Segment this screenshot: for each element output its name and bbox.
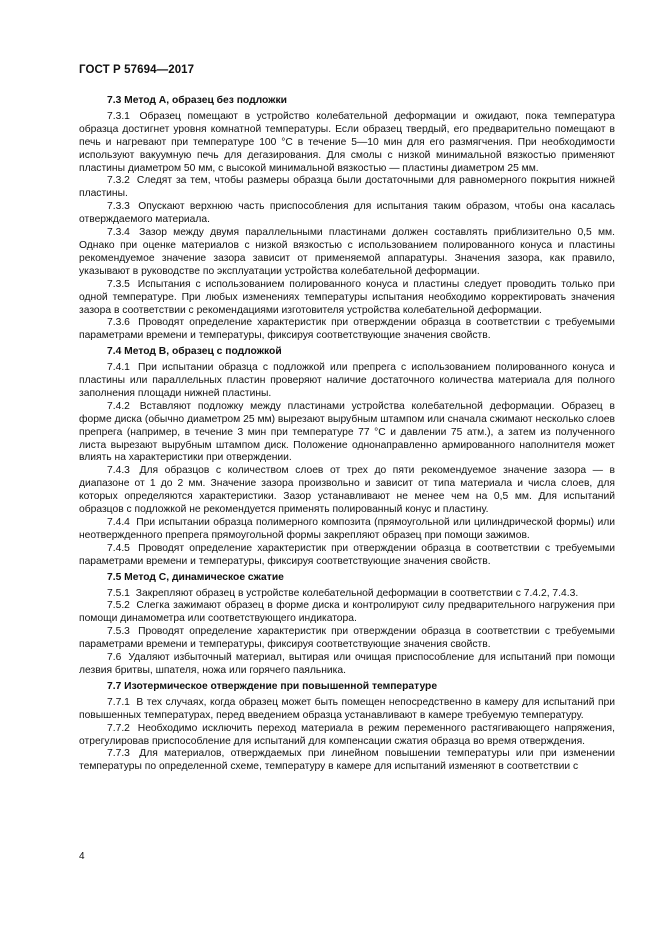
clause-paragraph: [79, 362, 615, 401]
clause-number: 7.3.5: [107, 278, 130, 290]
clause-paragraph: [79, 401, 615, 466]
clause-text: Для материалов, отверждаемых при линейном повышении температуры или при изменении температуры по определенной схеме, температуру в камере для испытаний изменяют в соответствии с: [79, 748, 615, 773]
clause-paragraph: [79, 279, 615, 318]
clause-paragraph: [79, 652, 615, 678]
clause-paragraph: [79, 317, 615, 343]
clause-paragraph: [79, 111, 615, 176]
section-heading: 7.4 Метод В, образец с подложкой: [107, 346, 282, 358]
section-heading: 7.7 Изотермическое отверждение при повышенной температуре: [107, 680, 438, 692]
clause-text: Необходимо исключить переход материала в режим переменного растягивающего напряжения, отрегулировав приспособление для испытаний для компенсации сжатия образца во время отверждения.: [79, 722, 615, 747]
clause-number: 7.6: [107, 652, 122, 664]
clause-number: 7.4.4: [107, 517, 130, 528]
clause-paragraph: [79, 543, 615, 569]
clause-number: 7.4.5: [107, 542, 130, 554]
clause-text: Проводят определение характеристик при отверждении образца в соответствии с требуемыми параметрами времени и температуры, фиксируя соответствующие значения свойств.: [79, 626, 615, 651]
clause-text: При испытании образца полимерного композита (прямоугольной или цилиндрической формы) или неотвержденного препрега прямоугольной формы закрепляют образец при помощи зажимов.: [79, 517, 615, 541]
clause-text: Проводят определение характеристик при отверждении образца в соответствии с требуемыми параметрами времени и температуры, фиксируя соответствующие значения свойств.: [79, 542, 615, 567]
clause-number: 7.3.1: [107, 110, 130, 122]
clause-text: Следят за тем, чтобы размеры образца были достаточными для равномерного покрытия нижней пластины.: [79, 175, 615, 200]
clause-number: 7.7.3: [107, 748, 130, 760]
clause-paragraph: [79, 626, 615, 652]
clause-text: Зазор между двумя параллельными пластинами должен составлять приблизительно 0,5 мм. Однако при оценке материалов с низкой вязкостью с использованием полированного конуса и пластины рекомендуемое значение зазора зависит от применяемой аппаратуры. Значения зазора, как правило, указывают в руководстве по эксплуатации устройства колебательной деформации.: [79, 227, 615, 277]
clause-text: Опускают верхнюю часть приспособления для испытания таким образом, чтобы она касалась отверждаемого материала.: [79, 201, 615, 226]
clause-text: При испытании образца с подложкой или препрега с использованием полированного конуса и пластины или параллельных пластин проверяют наличие достаточного количества материала для полного заполнения площади нижней пластины.: [79, 362, 615, 399]
clause-paragraph: [79, 175, 615, 201]
clause-text: Слегка зажимают образец в форме диска и контролируют силу предварительного нагружения при помощи динамометра или соответствующего индикатора.: [79, 600, 615, 625]
clause-number: 7.5.3: [107, 626, 130, 638]
clause-text: Проводят определение характеристик при отверждении образца в соответствии с требуемыми параметрами времени и температуры, фиксируя соответствующие значения свойств.: [79, 317, 615, 342]
clause-number: 7.5.2: [107, 600, 130, 612]
clause-paragraph: [79, 748, 615, 774]
clause-text: Вставляют подложку между пластинами устройства колебательной деформации. Образец в форме диска (обычно диаметром 25 мм) вырезают вырубным штампом или сначала сжимают несколько слоев препрега (например, в течение 3 мин при температуре 77 °С и давлении 75 атм.), а затем из полученного листа вырезают вырубным штампом диск. Положение однонаправленно армированного наполнителя может влиять на характеристики при отверждении.: [79, 400, 615, 464]
section-heading: 7.5 Метод С, динамическое сжатие: [107, 571, 284, 583]
clause-text: Для образцов с количеством слоев от трех до пяти рекомендуемое значение зазора — в диапазоне от 1 до 2 мм. Значение зазора произвольно и зависит от типа материала и числа слоев, для которых определяются характеристики. Зазор устанавливают не менее чем на 0,5 мм. Для испытаний образцов с подложкой не рекомендуется применять полированный конус и пластину.: [79, 465, 615, 516]
clause-number: 7.5.1: [107, 587, 130, 599]
clause-number: 7.3.6: [107, 317, 130, 329]
standard-header: ГОСТ Р 57694—2017: [79, 64, 195, 76]
clause-text: Образец помещают в устройство колебательной деформации и ожидают, пока температура образца достигнет уровня комнатной температуры. Если образец твердый, его предварительно помещают в печь и нагревают при температуре 100 °С в течение 5—10 мин для его размягчения. При необходимости используют вакуумную печь для дегазирования. Для смолы с низкой минимальной вязкостью применяют пластины диаметром 50 мм, с высокой минимальной вязкостью — пластины диаметром 25 мм.: [79, 110, 615, 174]
clause-number: 7.7.2: [107, 722, 130, 734]
clause-text: Удаляют избыточный материал, вытирая или очищая приспособление для испытаний при помощи лезвия бритвы, шпателя, ножа или горячего паяльника.: [79, 652, 615, 676]
clause-paragraph: [79, 517, 615, 543]
clause-paragraph: [79, 201, 615, 227]
clause-paragraph: [79, 227, 615, 279]
page-number: 4: [79, 851, 85, 862]
clause-number: 7.7.1: [107, 696, 130, 708]
clause-text: Испытания с использованием полированного конуса и пластины следует проводить только при одной температуре. При любых изменениях температуры испытания необходимо корректировать значения зазора в соответствии с рекомендациями изготовителя устройства колебательной деформации.: [79, 278, 615, 316]
clause-text: Закрепляют образец в устройстве колебательной деформации в соответствии с 7.4.2, 7.4.3.: [135, 587, 579, 599]
clause-paragraph: [79, 465, 615, 517]
clause-number: 7.4.1: [107, 362, 130, 374]
clause-text: В тех случаях, когда образец может быть помещен непосредственно в камеру для испытаний при повышенных температурах, перед введением образца устанавливают в камере требуемую температуру.: [79, 696, 615, 721]
section-heading: 7.3 Метод А, образец без подложки: [107, 95, 287, 106]
clause-paragraph: [79, 723, 615, 749]
clause-paragraph: [79, 588, 615, 601]
document-body: [79, 92, 615, 774]
clause-number: 7.3.4: [107, 227, 130, 239]
clause-paragraph: [79, 697, 615, 723]
clause-paragraph: [79, 600, 615, 626]
clause-number: 7.3.3: [107, 201, 130, 213]
clause-number: 7.4.3: [107, 465, 130, 477]
clause-number: 7.3.2: [107, 175, 130, 187]
clause-number: 7.4.2: [107, 400, 130, 412]
